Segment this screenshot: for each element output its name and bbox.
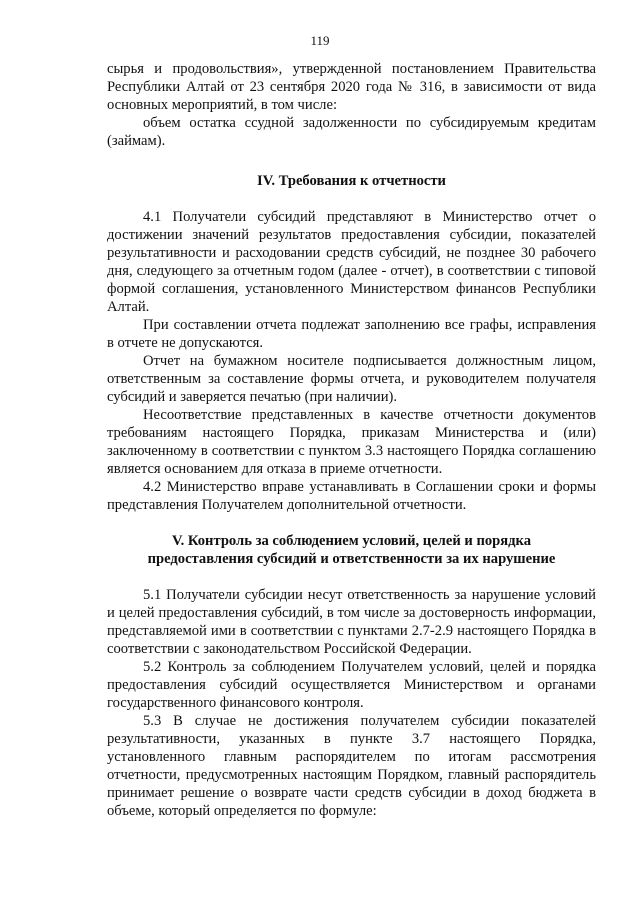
paragraph-4-1: 4.1 Получатели субсидий представляют в Министерство отчет о достижении значений результатов предоставления субсидии, показателей результативности и расходовании средств субсидий, не позднее 30 рабочего дня, следующего за отчетным годом (далее - отчет), в соответствии с типовой формой соглашения, установленного Министерством финансов Республики Алтай. (107, 209, 596, 315)
paragraph-5-3: 5.3 В случае не достижения получателем субсидии показателей результативности, указанных в пункте 3.7 настоящего Порядка, установленного главным распорядителем по итогам рассмотрения отчетности, предусмотренных настоящим Порядком, главный распорядитель принимает решение о возврате части средств субсидии в доход бюджета в объеме, который определяется по формуле: (107, 713, 596, 819)
paragraph-5-2: 5.2 Контроль за соблюдением Получателем условий, целей и порядка предоставления субсидий осуществляется Министерством и органами государственного финансового контроля. (107, 659, 596, 711)
section-v-heading-line1: V. Контроль за соблюдением условий, целей и порядка (171, 533, 532, 549)
paragraph-report-mismatch: Несоответствие представленных в качестве отчетности документов требованиям настоящего Порядка, приказам Министерства и (или) заключенному в соответствии с пунктом 3.3 настоящего Порядка соглашению является основанием для отказа в приеме отчетности. (107, 407, 596, 477)
section-v-heading-line2: предоставления субсидий и ответственности за их нарушение (147, 551, 556, 567)
intro-indicator: объем остатка ссудной задолженности по субсидируемым кредитам (займам). (107, 115, 596, 149)
paragraph-4-2: 4.2 Министерство вправе устанавливать в Соглашении сроки и формы представления Получателем дополнительной отчетности. (107, 479, 596, 513)
paragraph-report-fields: При составлении отчета подлежат заполнению все графы, исправления в отчете не допускаются. (107, 317, 596, 351)
document-body (107, 60, 596, 820)
page-number: 119 (310, 33, 330, 48)
intro-continuation: сырья и продовольствия», утвержденной постановлением Правительства Республики Алтай от 23 сентября 2020 года № 316, в зависимости от вида основных мероприятий, в том числе: (107, 61, 596, 113)
paragraph-5-1: 5.1 Получатели субсидии несут ответственность за нарушение условий и целей предоставления субсидий, в том числе за достоверность информации, представляемой ими в соответствии с пунктами 2.7-2.9 настоящего Порядка в соответствии с законодательством Российской Федерации. (107, 587, 596, 657)
section-v-heading (107, 532, 596, 568)
paragraph-report-signature: Отчет на бумажном носителе подписывается должностным лицом, ответственным за составление формы отчета, и руководителем получателя субсидий и заверяется печатью (при наличии). (107, 353, 596, 405)
section-iv-heading: IV. Требования к отчетности (257, 173, 446, 189)
